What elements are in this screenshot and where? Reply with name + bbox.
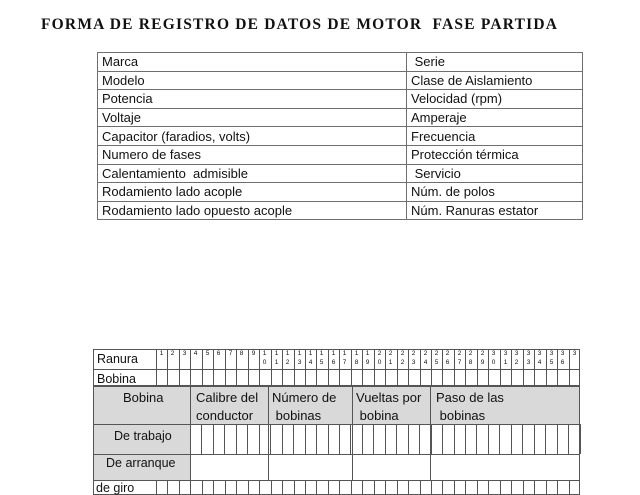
- info-field-right: Protección térmica: [407, 145, 583, 164]
- giro-cell-line: [305, 480, 306, 495]
- slot-number-top: 2: [388, 350, 393, 357]
- trabajo-cell-line: [580, 424, 581, 454]
- motor-data-table: [97, 52, 583, 220]
- info-field-right: Clase de Aislamiento: [407, 71, 583, 90]
- slot-number-top: 7: [228, 350, 233, 357]
- giro-cell-line: [236, 480, 237, 495]
- slot-number-top: 2: [423, 350, 428, 357]
- giro-cell-line: [339, 480, 340, 495]
- winding-header-calibre-2: conductor: [196, 408, 254, 423]
- row-label-arranque: De arranque: [106, 456, 176, 470]
- slot-number-bottom: 9: [365, 359, 370, 366]
- trabajo-cell-line: [270, 424, 271, 454]
- info-field-left: Voltaje: [98, 108, 407, 127]
- giro-cell-line: [385, 480, 386, 495]
- slot-number-bottom: 7: [457, 359, 462, 366]
- giro-cell-line: [362, 480, 363, 495]
- giro-cell-line: [442, 480, 443, 495]
- slot-number-bottom: 5: [549, 359, 554, 366]
- trabajo-cell-line: [557, 424, 558, 454]
- winding-row-line: [93, 454, 580, 455]
- slot-number-top: 1: [308, 350, 313, 357]
- giro-cell-line: [477, 480, 478, 495]
- giro-cell-line: [271, 480, 272, 495]
- giro-cell-line: [374, 480, 375, 495]
- info-field-left: Marca: [98, 53, 407, 72]
- info-field-left: Capacitor (faradios, volts): [98, 127, 407, 146]
- slot-number-bottom: 2: [514, 359, 519, 366]
- info-field-right: Servicio: [407, 164, 583, 183]
- slot-number-top: 3: [549, 350, 554, 357]
- trabajo-cell-line: [408, 424, 409, 454]
- slot-number-bottom: 3: [411, 359, 416, 366]
- info-field-right: Núm. de polos: [407, 183, 583, 202]
- trabajo-cell-line: [476, 424, 477, 454]
- slot-number-top: 6: [216, 350, 221, 357]
- row-label-giro: de giro: [96, 481, 135, 495]
- info-field-right: Serie: [407, 53, 583, 72]
- winding-header-vueltas-2: bobina: [356, 408, 399, 423]
- giro-left-line: [156, 480, 157, 495]
- winding-row-line: [93, 424, 580, 425]
- slot-number-bottom: 8: [468, 359, 473, 366]
- info-row: [98, 127, 583, 146]
- slot-number-bottom: 9: [480, 359, 485, 366]
- trabajo-cell-line: [305, 424, 306, 454]
- info-field-right: Amperaje: [407, 108, 583, 127]
- slot-number-top: 3: [182, 350, 187, 357]
- giro-cell-line: [408, 480, 409, 495]
- info-row: [98, 145, 583, 164]
- slot-number-top: 5: [205, 350, 210, 357]
- giro-cell-line: [190, 480, 191, 495]
- trabajo-cell-line: [259, 424, 260, 454]
- slot-number-top: 2: [468, 350, 473, 357]
- slot-number-bottom: 6: [445, 359, 450, 366]
- trabajo-cell-line: [201, 424, 202, 454]
- info-row: [98, 183, 583, 202]
- trabajo-cell-line: [385, 424, 386, 454]
- giro-cell-line: [213, 480, 214, 495]
- trabajo-cell-line: [511, 424, 512, 454]
- info-field-left: Modelo: [98, 71, 407, 90]
- giro-cell-line: [225, 480, 226, 495]
- trabajo-cell-line: [522, 424, 523, 454]
- slot-number-top: 3: [537, 350, 542, 357]
- giro-cell-line: [500, 480, 501, 495]
- trabajo-cell-line: [396, 424, 397, 454]
- giro-cell-line: [179, 480, 180, 495]
- info-row: [98, 53, 583, 72]
- giro-cell-line: [351, 480, 352, 495]
- giro-cell-line: [557, 480, 558, 495]
- slot-number-top: 1: [262, 350, 267, 357]
- slot-number-top: 1: [159, 350, 164, 357]
- info-field-right: Velocidad (rpm): [407, 90, 583, 109]
- giro-cell-line: [488, 480, 489, 495]
- slot-number-bottom: 5: [319, 359, 324, 366]
- winding-header-calibre: Calibre del: [196, 390, 259, 405]
- slot-number-top: 3: [560, 350, 565, 357]
- slot-number-top: 2: [400, 350, 405, 357]
- slot-number-top: 1: [274, 350, 279, 357]
- ranura-label: Ranura: [97, 352, 138, 366]
- info-field-left: Rodamiento lado acople: [98, 183, 407, 202]
- slot-number-bottom: 3: [526, 359, 531, 366]
- slot-number-top: 3: [514, 350, 519, 357]
- slot-number-bottom: 7: [342, 359, 347, 366]
- trabajo-cell-line: [247, 424, 248, 454]
- slot-number-bottom: 6: [331, 359, 336, 366]
- slot-number-bottom: 0: [262, 359, 267, 366]
- giro-cell-line: [546, 480, 547, 495]
- giro-cell-line: [316, 480, 317, 495]
- slot-number-bottom: 5: [434, 359, 439, 366]
- giro-cell-line: [259, 480, 260, 495]
- giro-cell-line: [328, 480, 329, 495]
- slot-number-top: 2: [170, 350, 175, 357]
- slot-number-top: 2: [445, 350, 450, 357]
- slot-number-top: 1: [365, 350, 370, 357]
- giro-cell-line: [569, 480, 570, 495]
- slot-number-bottom: 4: [537, 359, 542, 366]
- giro-cell-line: [282, 480, 283, 495]
- slot-number-bottom: 4: [423, 359, 428, 366]
- info-row: [98, 201, 583, 220]
- giro-cell-line: [511, 480, 512, 495]
- winding-header-paso: Paso de las: [436, 390, 504, 405]
- trabajo-cell-line: [545, 424, 546, 454]
- slot-number-bottom: 2: [400, 359, 405, 366]
- giro-cell-line: [454, 480, 455, 495]
- giro-cell-line: [202, 480, 203, 495]
- slot-number-top: 1: [331, 350, 336, 357]
- info-row: [98, 164, 583, 183]
- trabajo-cell-line: [328, 424, 329, 454]
- giro-cell-line: [465, 480, 466, 495]
- info-field-left: Potencia: [98, 90, 407, 109]
- giro-cell-line: [534, 480, 535, 495]
- slot-number-top: 3: [503, 350, 508, 357]
- slot-number-bottom: 8: [354, 359, 359, 366]
- info-row: [98, 108, 583, 127]
- trabajo-cell-line: [568, 424, 569, 454]
- slot-number-top: 2: [377, 350, 382, 357]
- winding-header-numero: Número de: [272, 390, 337, 405]
- slot-number-top: 1: [319, 350, 324, 357]
- slot-number-top: 1: [354, 350, 359, 357]
- trabajo-cell-line: [282, 424, 283, 454]
- slot-number-bottom: 1: [388, 359, 393, 366]
- slot-number-bottom: 0: [377, 359, 382, 366]
- giro-cell-line: [420, 480, 421, 495]
- trabajo-cell-line: [499, 424, 500, 454]
- slot-number-top: 1: [297, 350, 302, 357]
- winding-header-paso-2: bobinas: [436, 408, 486, 423]
- trabajo-cell-line: [213, 424, 214, 454]
- slot-number-top: 1: [285, 350, 290, 357]
- giro-cell-line: [431, 480, 432, 495]
- slot-number-top: 2: [434, 350, 439, 357]
- form-title: FORMA DE REGISTRO DE DATOS DE MOTOR FASE PARTIDA: [41, 16, 559, 33]
- trabajo-cell-line: [339, 424, 340, 454]
- slot-number-bottom: 0: [491, 359, 496, 366]
- giro-cell-line: [397, 480, 398, 495]
- info-field-left: Calentamiento admisible: [98, 164, 407, 183]
- info-field-left: Rodamiento lado opuesto acople: [98, 201, 407, 220]
- slot-number-bottom: 1: [274, 359, 279, 366]
- trabajo-cell-line: [350, 424, 351, 454]
- info-row: [98, 71, 583, 90]
- winding-column-line: [352, 386, 353, 480]
- winding-header-vueltas: Vueltas por: [356, 390, 422, 405]
- info-row: [98, 90, 583, 109]
- slot-number-top: 2: [480, 350, 485, 357]
- slot-number-bottom: 4: [308, 359, 313, 366]
- trabajo-cell-line: [190, 424, 191, 454]
- row-label-trabajo: De trabajo: [114, 429, 172, 443]
- info-field-right: Núm. Ranuras estator: [407, 201, 583, 220]
- slot-number-top: 1: [342, 350, 347, 357]
- slot-number-bottom: 3: [297, 359, 302, 366]
- slot-number-top: 3: [572, 350, 577, 357]
- trabajo-cell-line: [293, 424, 294, 454]
- giro-cell-line: [523, 480, 524, 495]
- slot-number-top: 8: [239, 350, 244, 357]
- trabajo-cell-line: [362, 424, 363, 454]
- slot-number-top: 4: [193, 350, 198, 357]
- slot-number-bottom: 2: [285, 359, 290, 366]
- trabajo-cell-line: [534, 424, 535, 454]
- trabajo-cell-line: [431, 424, 432, 454]
- info-field-right: Frecuencia: [407, 127, 583, 146]
- giro-cell-line: [248, 480, 249, 495]
- slot-number-bottom: 6: [560, 359, 565, 366]
- trabajo-cell-line: [442, 424, 443, 454]
- trabajo-cell-line: [316, 424, 317, 454]
- giro-cell-line: [167, 480, 168, 495]
- trabajo-cell-line: [454, 424, 455, 454]
- bobina-row-label: Bobina: [97, 372, 136, 386]
- slot-number-top: 3: [491, 350, 496, 357]
- slot-number-top: 2: [411, 350, 416, 357]
- slot-number-bottom: 1: [503, 359, 508, 366]
- trabajo-cell-line: [224, 424, 225, 454]
- giro-cell-line: [294, 480, 295, 495]
- trabajo-cell-line: [419, 424, 420, 454]
- winding-column-line: [268, 386, 269, 480]
- winding-header-bobina: Bobina: [123, 390, 164, 405]
- slot-number-top: 2: [457, 350, 462, 357]
- trabajo-cell-line: [465, 424, 466, 454]
- trabajo-cell-line: [488, 424, 489, 454]
- trabajo-cell-line: [236, 424, 237, 454]
- slot-number-top: 3: [526, 350, 531, 357]
- slot-number-top: 9: [251, 350, 256, 357]
- winding-header-numero-2: bobinas: [272, 408, 322, 423]
- trabajo-cell-line: [373, 424, 374, 454]
- info-field-left: Numero de fases: [98, 145, 407, 164]
